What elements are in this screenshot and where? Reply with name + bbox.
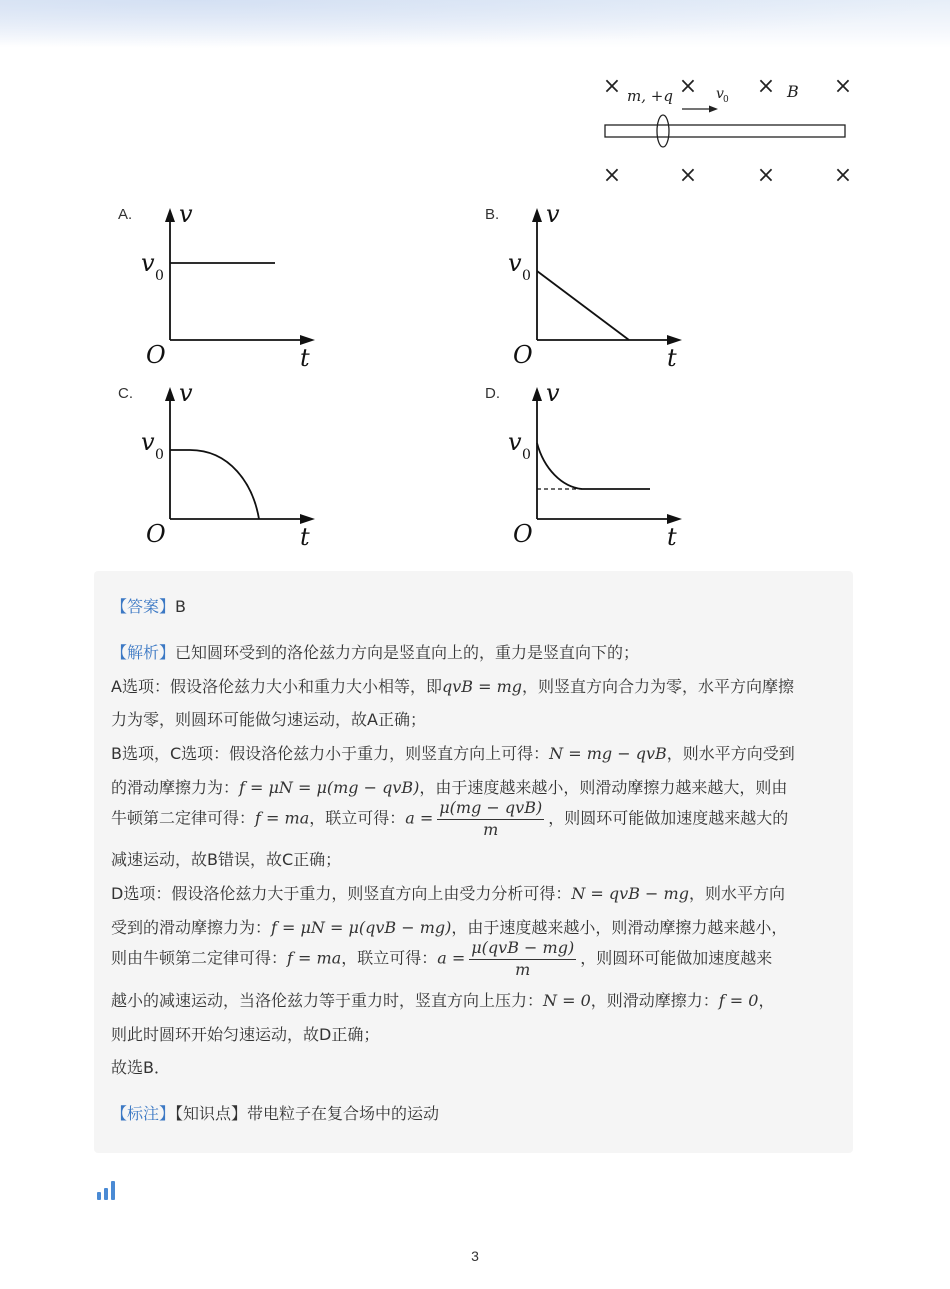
field-label: B [787,82,799,101]
axis-t-label: t [300,523,310,551]
svg-text:0: 0 [155,447,164,463]
axis-v-label: v [546,200,560,228]
v0-label: v [141,249,155,277]
option-a-label: A. [118,206,133,223]
v0-label: v [141,428,155,456]
horizontal-rod [605,125,845,137]
analysis-line: 减速运动，故B错误，故C正确； [111,850,342,869]
analysis-line: 牛顿第二定律可得：f = ma，联立可得：a = $\frac{\text{μ(mg − qvB)}}{m}$ ，则圆环可能做加速度越来越大的 [111,798,789,839]
velocity-subscript: 0 [723,95,729,105]
page-number: 3 [471,1248,479,1264]
graph-c [135,379,325,554]
v0-label: v [508,249,522,277]
velocity-curve [537,271,629,340]
option-b-label: B. [485,206,500,223]
svg-text:0: 0 [522,268,531,284]
analysis-line: D选项：假设洛伦兹力大于重力，则竖直方向上由受力分析可得：N = qvB − mg，则水平方向 [111,884,785,903]
field-cross: × [678,163,698,188]
answer-value: B [175,597,186,616]
axis-v-label: v [546,379,560,407]
origin-label: O [146,341,166,369]
field-cross: × [756,74,776,99]
origin-label: O [513,520,533,548]
graph-a [135,200,325,375]
velocity-curve [537,443,650,489]
origin-label: O [146,520,166,548]
field-cross: × [678,74,698,99]
graph-b [502,200,692,375]
answer-line [111,597,186,617]
ring-label: m, +q [627,87,673,105]
analysis-line: B选项，C选项：假设洛伦兹力小于重力，则竖直方向上可得：N = mg − qvB，则水平方向受到 [111,744,795,763]
velocity-label: v [716,86,724,102]
analysis-tag: 【解析】 [111,643,176,662]
option-d-label: D. [485,385,500,402]
velocity-curve [170,450,259,519]
analysis-conclusion: 故选B． [111,1058,170,1077]
note-line: 【标注】【知识点】带电粒子在复合场中的运动 [111,1104,440,1123]
option-c-label: C. [118,385,133,402]
axis-v-label: v [179,379,193,407]
analysis-intro: 【解析】已知圆环受到的洛伦兹力方向是竖直向上的，重力是竖直向下的； [111,643,640,662]
fraction: $\frac{\text{μ(qvB − mg)}}{m}$ [471,938,575,979]
analysis-line: A选项：假设洛伦兹力大小和重力大小相等，即qvB = mg，则竖直方向合力为零，水平方向摩擦 [111,677,794,696]
v0-label: v [508,428,522,456]
field-cross: × [602,163,622,188]
magnetic-field-diagram [590,68,870,188]
field-cross: × [756,163,776,188]
note-tag: 【标注】 [111,1104,176,1123]
origin-label: O [513,341,533,369]
axis-t-label: t [300,344,310,372]
graph-d [502,379,692,554]
analysis-line: 越小的减速运动，当洛伦兹力等于重力时，竖直方向上压力：N = 0，则滑动摩擦力：f = 0， [111,991,775,1010]
bar-chart-icon [96,1178,120,1202]
answer-tag: 【答案】 [111,597,176,616]
analysis-line: 受到的滑动摩擦力为：f = μN = μ(qvB − mg)，由于速度越来越小，则滑动摩擦力越来越小， [111,918,788,937]
fraction: $\frac{\text{μ(mg − qvB)}}{m}$ [439,798,543,839]
analysis-line: 则此时圆环开始匀速运动，故D正确； [111,1025,380,1044]
header-band [0,0,950,48]
axis-v-label: v [179,200,193,228]
field-cross: × [602,74,622,99]
analysis-line: 力为零，则圆环可能做匀速运动，故A正确； [111,710,426,729]
analysis-line: 的滑动摩擦力为：f = μN = μ(mg − qvB)，由于速度越来越小，则滑动摩擦力越来越大，则由 [111,778,788,797]
svg-text:0: 0 [522,447,531,463]
field-cross: × [833,163,853,188]
svg-text:0: 0 [155,268,164,284]
field-cross: × [833,74,853,99]
axis-t-label: t [667,344,677,372]
axis-t-label: t [667,523,677,551]
analysis-line: 则由牛顿第二定律可得：f = ma，联立可得：a = $\frac{\text{μ(qvB − mg)}}{m}$ ，则圆环可能做加速度越来 [111,938,773,979]
